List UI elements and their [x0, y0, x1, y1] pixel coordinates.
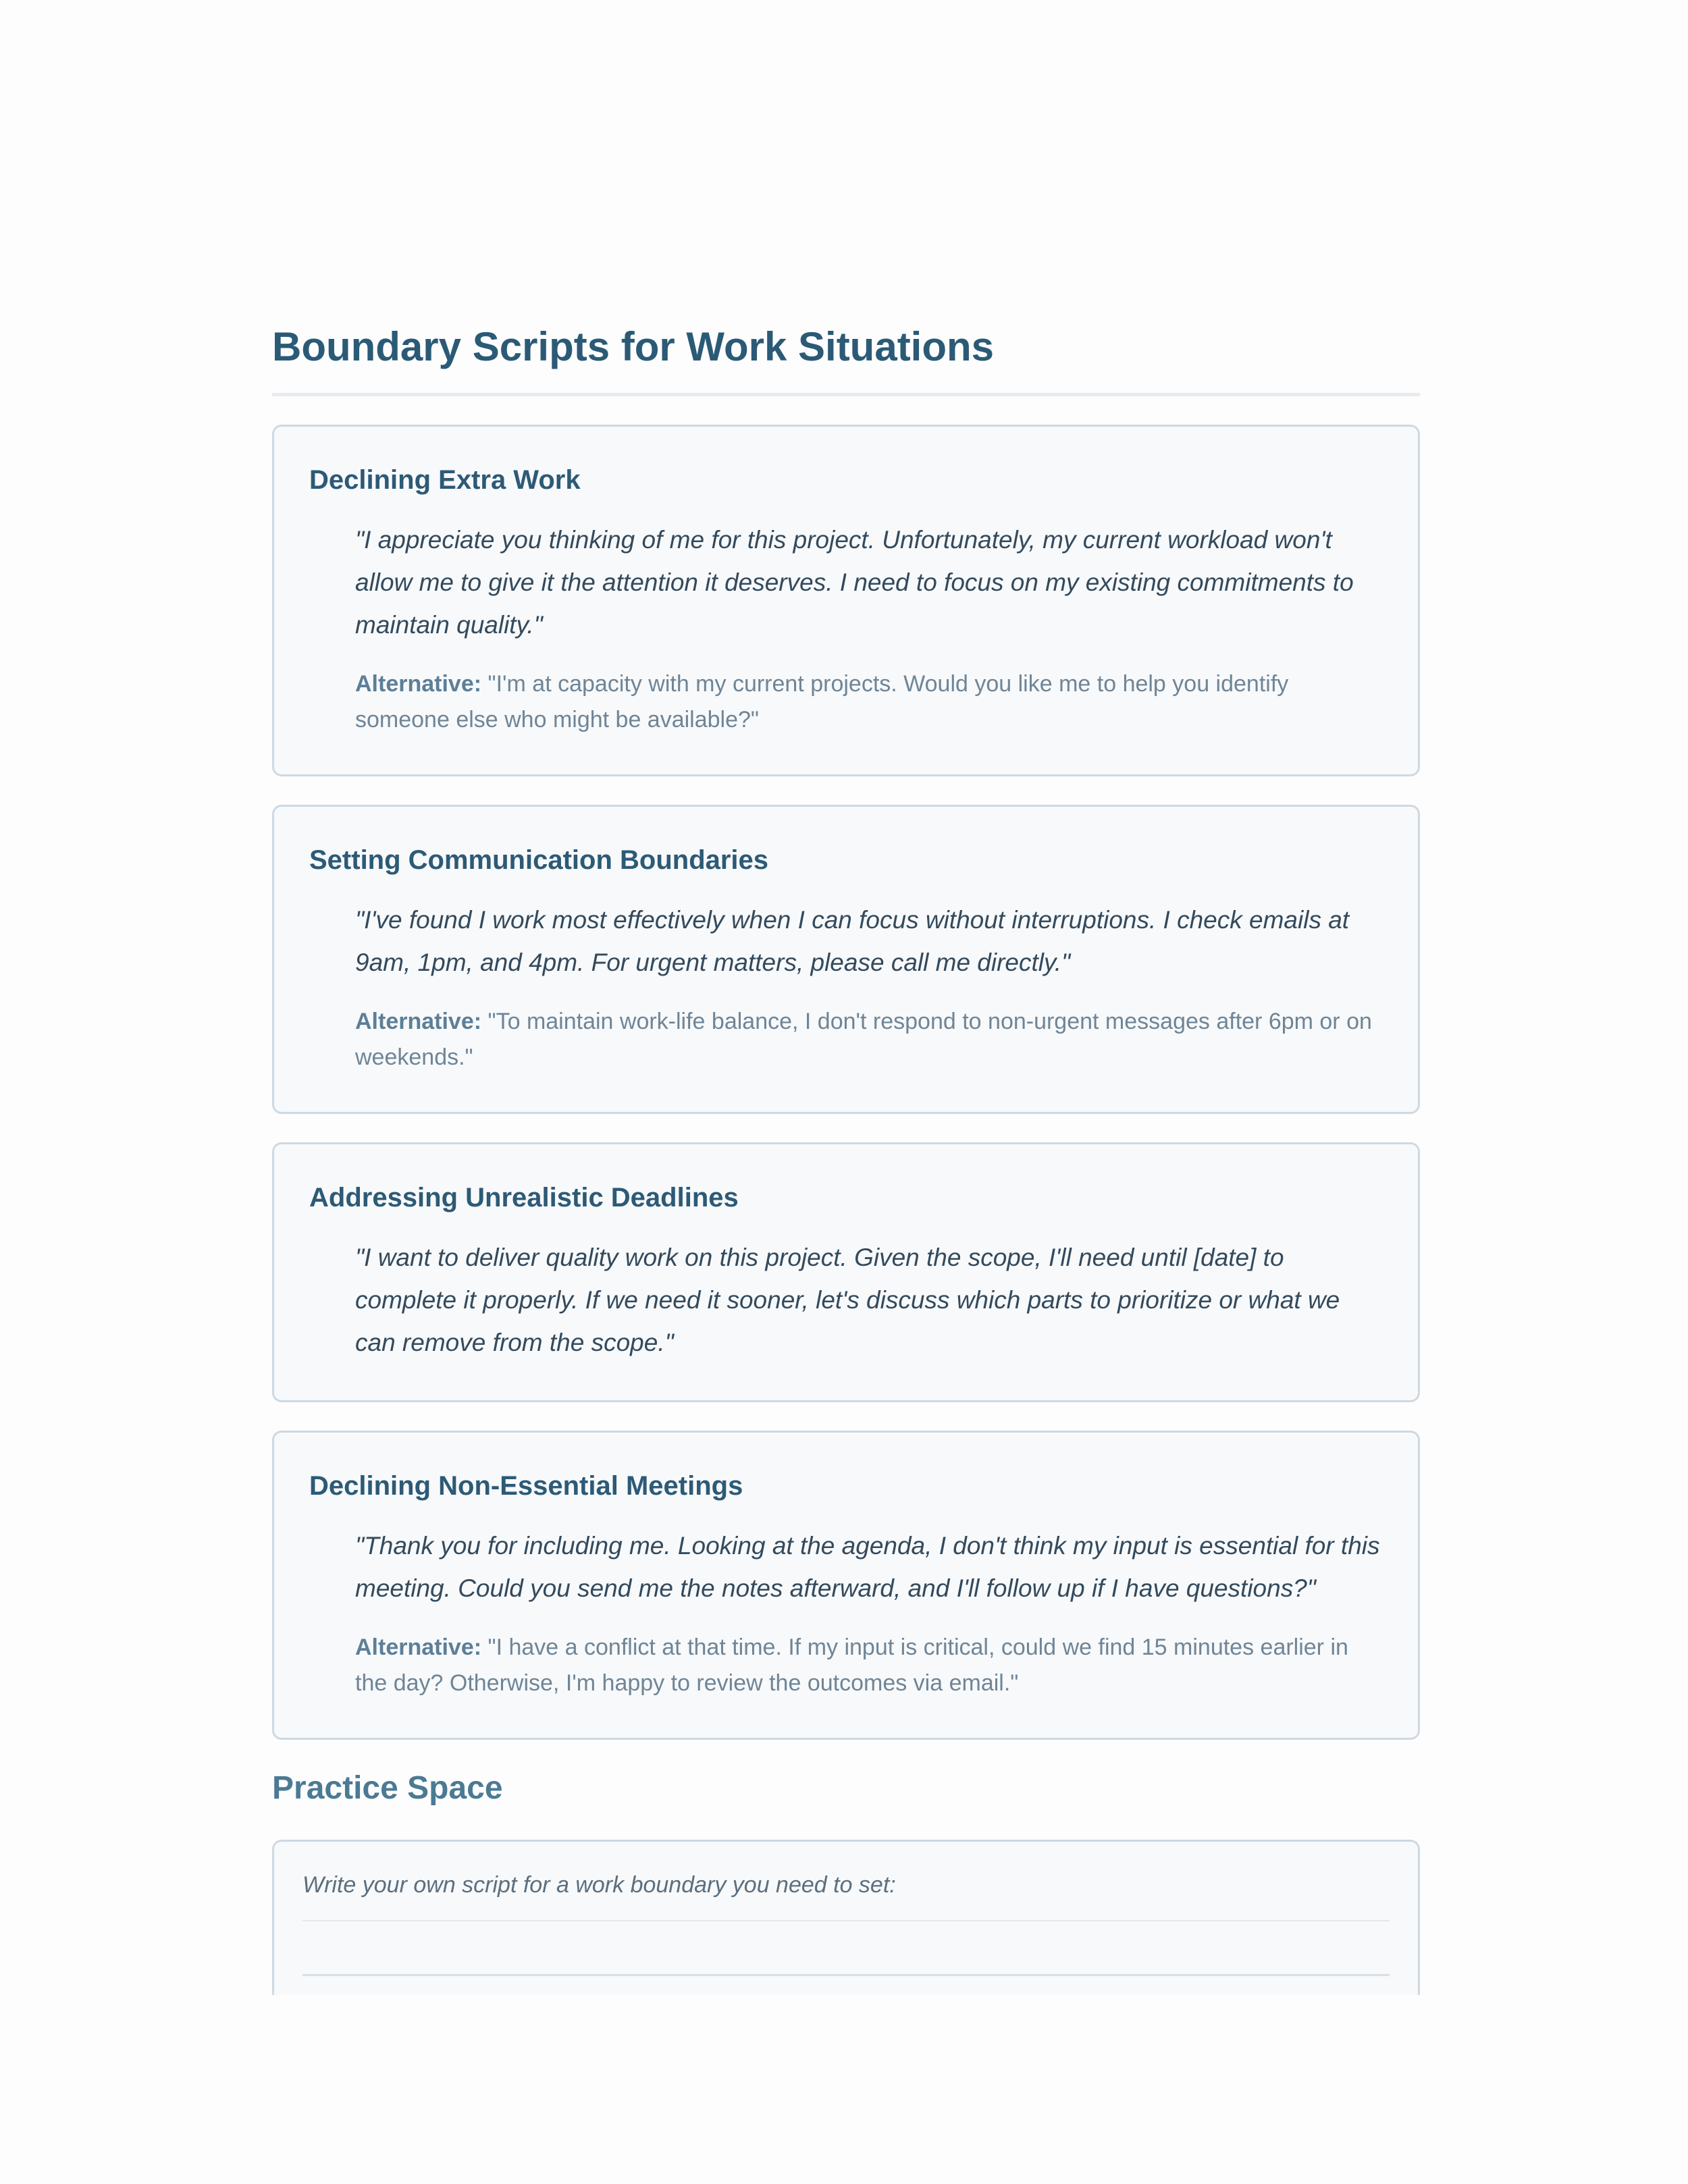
alternative-text: "I have a conflict at that time. If my input is critical, could we find 15 minutes earlier in the day? Otherwise, I'm happy to review the outcomes via email." [355, 1634, 1348, 1696]
script-card-non-essential-meetings [272, 1431, 1420, 1740]
script-alternative [355, 666, 1383, 738]
script-alternative [355, 1630, 1383, 1701]
alternative-label: Alternative: [355, 671, 482, 697]
script-quote: "Thank you for including me. Looking at the agenda, I don't think my input is essential for this meeting. Could you send me the notes afterward, and I'll follow up if I have questions?" [355, 1532, 1380, 1602]
script-quote: "I want to deliver quality work on this project. Given the scope, I'll need until [date] to complete it properly. If we need it sooner, let's discuss which parts to prioritize or what we can remove from the scope." [355, 1244, 1340, 1356]
writing-line[interactable] [302, 1920, 1390, 1921]
alternative-text: "I'm at capacity with my current projects. Would you like me to help you identify someone else who might be available?" [355, 671, 1289, 733]
practice-space-title: Practice Space [272, 1770, 503, 1806]
writing-line[interactable] [302, 1974, 1390, 1976]
script-alternative [355, 1004, 1383, 1075]
alternative-text: "To maintain work-life balance, I don't respond to non-urgent messages after 6pm or on weekends." [355, 1009, 1372, 1070]
document [272, 323, 1420, 1995]
alternative-label: Alternative: [355, 1009, 482, 1034]
script-title: Addressing Unrealistic Deadlines [309, 1183, 739, 1213]
script-quote: "I've found I work most effectively when I can focus without interruptions. I check emails at 9am, 1pm, and 4pm. For urgent matters, please call me directly." [355, 906, 1350, 976]
script-card-unrealistic-deadlines [272, 1142, 1420, 1402]
script-card-communication-boundaries [272, 805, 1420, 1114]
page-title: Boundary Scripts for Work Situations [272, 323, 1420, 396]
script-quote: "I appreciate you thinking of me for this project. Unfortunately, my current workload won't allow me to give it the attention it deserves. I need to focus on my existing commitments to maintain quality." [355, 526, 1354, 639]
script-title: Setting Communication Boundaries [309, 845, 769, 875]
script-card-declining-extra-work [272, 425, 1420, 776]
practice-space-box[interactable] [272, 1840, 1420, 1995]
script-title: Declining Non-Essential Meetings [309, 1471, 743, 1501]
practice-prompt: Write your own script for a work boundary you need to set: [302, 1872, 896, 1898]
alternative-label: Alternative: [355, 1634, 482, 1660]
script-title: Declining Extra Work [309, 465, 581, 495]
